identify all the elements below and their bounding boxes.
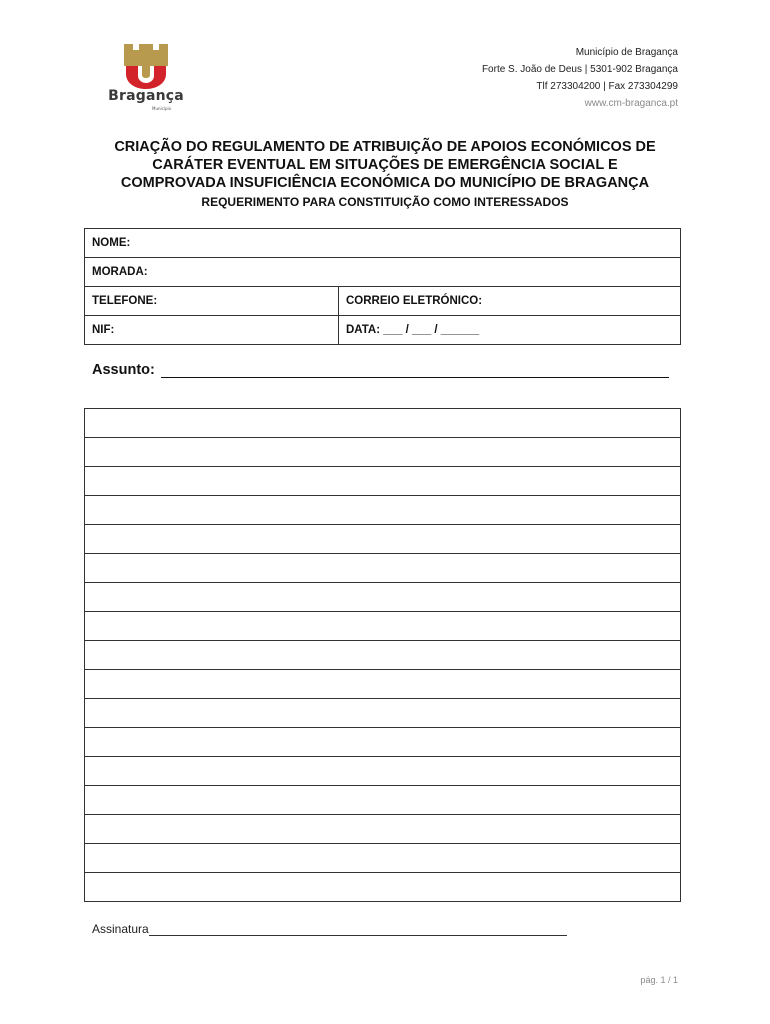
row-nome	[85, 229, 681, 258]
contact-municipality: Município de Bragança	[575, 47, 678, 58]
writing-line-cell[interactable]	[85, 554, 681, 583]
field-morada[interactable]: MORADA:	[85, 258, 681, 287]
row-morada	[85, 258, 681, 287]
writing-line-cell[interactable]	[85, 670, 681, 699]
writing-line	[85, 438, 681, 467]
writing-line	[85, 844, 681, 873]
assinatura-label: Assinatura	[92, 922, 149, 936]
title-line-3: COMPROVADA INSUFICIÊNCIA ECONÓMICA DO MUNICÍPIO DE BRAGANÇA	[120, 175, 650, 191]
field-nif[interactable]: NIF:	[85, 316, 339, 345]
logo-tagline: Município	[152, 106, 172, 111]
writing-line-cell[interactable]	[85, 699, 681, 728]
row-contact	[85, 287, 681, 316]
document-title	[60, 138, 710, 192]
writing-line	[85, 699, 681, 728]
writing-line	[85, 554, 681, 583]
row-ids	[85, 316, 681, 345]
writing-line	[85, 815, 681, 844]
writing-line	[85, 757, 681, 786]
document-subtitle: REQUERIMENTO PARA CONSTITUIÇÃO COMO INTERESSADOS	[201, 195, 569, 209]
writing-line-cell[interactable]	[85, 728, 681, 757]
writing-line	[85, 873, 681, 902]
writing-line-cell[interactable]	[85, 757, 681, 786]
writing-line	[85, 467, 681, 496]
writing-line-cell[interactable]	[85, 612, 681, 641]
castle-shield-icon	[104, 42, 188, 90]
writing-line-cell[interactable]	[85, 409, 681, 438]
contact-address: Forte S. João de Deus | 5301-902 Bragança	[481, 64, 678, 75]
field-nome[interactable]: NOME:	[85, 229, 681, 258]
field-telefone[interactable]: TELEFONE:	[85, 287, 339, 316]
writing-line-cell[interactable]	[85, 467, 681, 496]
writing-line	[85, 409, 681, 438]
assinatura-row	[92, 922, 567, 936]
writing-line	[85, 612, 681, 641]
title-line-2: CARÁTER EVENTUAL EM SITUAÇÕES DE EMERGÊNCIA SOCIAL E	[152, 157, 618, 173]
writing-line	[85, 728, 681, 757]
writing-line	[85, 670, 681, 699]
municipality-logo	[104, 42, 188, 114]
page-number: pág. 1 / 1	[640, 975, 678, 985]
field-data[interactable]: DATA: ___ / ___ / ______	[339, 316, 681, 345]
writing-line-cell[interactable]	[85, 583, 681, 612]
assunto-input-line[interactable]	[161, 362, 669, 378]
writing-lines-table	[84, 408, 681, 902]
writing-line-cell[interactable]	[85, 496, 681, 525]
writing-line-cell[interactable]	[85, 525, 681, 554]
assinatura-input-line[interactable]	[149, 923, 567, 936]
title-line-1: CRIAÇÃO DO REGULAMENTO DE ATRIBUIÇÃO DE APOIOS ECONÓMICOS DE	[114, 139, 656, 155]
writing-line-cell[interactable]	[85, 438, 681, 467]
contact-website: www.cm-braganca.pt	[584, 98, 678, 109]
writing-line-cell[interactable]	[85, 786, 681, 815]
writing-line	[85, 583, 681, 612]
writing-line	[85, 641, 681, 670]
logo-wordmark: Bragança	[108, 88, 184, 104]
applicant-info-table	[84, 228, 681, 345]
assunto-label: Assunto:	[92, 362, 155, 378]
contact-block	[482, 44, 678, 112]
field-correio[interactable]: CORREIO ELETRÓNICO:	[339, 287, 681, 316]
writing-line-cell[interactable]	[85, 815, 681, 844]
writing-line	[85, 525, 681, 554]
writing-line-cell[interactable]	[85, 873, 681, 902]
writing-line	[85, 786, 681, 815]
writing-line-cell[interactable]	[85, 641, 681, 670]
writing-line	[85, 496, 681, 525]
writing-line-cell[interactable]	[85, 844, 681, 873]
contact-phone-fax: Tlf 273304200 | Fax 273304299	[536, 81, 678, 92]
assunto-row	[92, 362, 669, 378]
